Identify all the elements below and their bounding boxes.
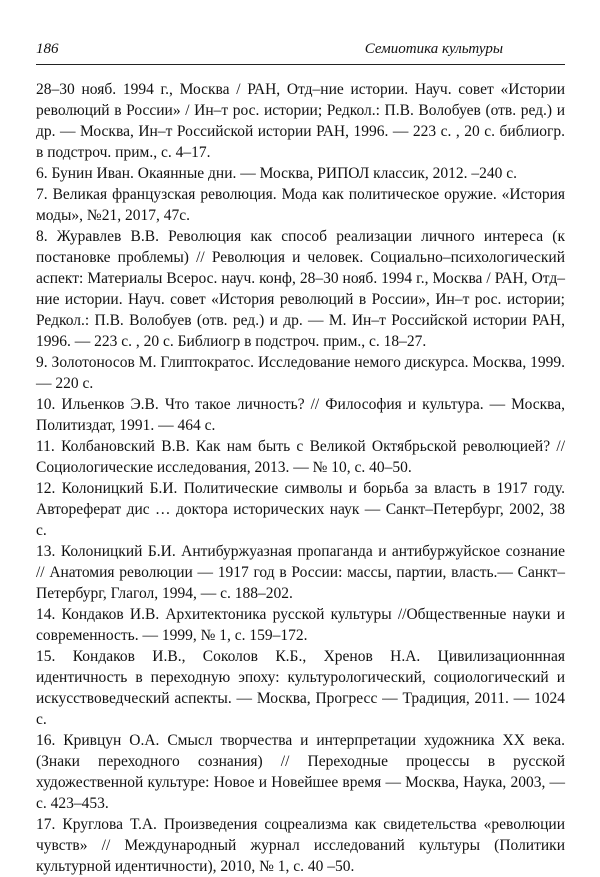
bibliography-entry-9: 9. Золотоносов М. Глиптократос. Исследование немого дискурса. Москва, 1999. — 220 с. bbox=[36, 354, 565, 392]
bibliography-entry-13: 13. Колоницкий Б.И. Антибуржуазная пропаганда и антибуржуйское сознание // Анатомия революции — 1917 год в России: массы, партии, власть.— Санкт–Петербург, Глагол, 1994, — с. 188–202. bbox=[36, 543, 565, 602]
bibliography-entry-8: 8. Журавлев В.В. Революция как способ реализации личного интереса (к постановке проблемы) // Революция и человек. Социально–психологический аспект: Материалы Всерос. науч. конф, 28–30 нояб. 1994 г., Москва / РАН, Отд–ние истории. Науч. совет «История революций в России», Ин–т рос. истории; Редкол.: П.В. Волобуев (отв. ред.) и др. — М. Ин–т Российской истории РАН, 1996. — 223 с. , 20 с. Библиогр в подстроч. прим., с. 18–27. bbox=[36, 228, 565, 350]
running-head bbox=[36, 40, 565, 65]
bibliography-entry-17: 17. Круглова Т.А. Произведения соцреализма как свидетельства «революции чувств» // Международный журнал исследований культуры (Политики культурной идентичности), 2010, № 1, с. 40 –50. bbox=[36, 816, 565, 875]
bibliography-entry-12: 12. Колоницкий Б.И. Политические символы и борьба за власть в 1917 году. Автореферат дис … доктора исторических наук — Санкт–Петербург, 2002, 38 с. bbox=[36, 480, 565, 539]
bibliography-list bbox=[36, 79, 565, 877]
running-title: Семиотика культуры bbox=[364, 41, 503, 57]
bibliography-entry-15: 15. Кондаков И.В., Соколов К.Б., Хренов Н.А. Цивилизационнная идентичность в переходную эпоху: культурологический, социологический и искусствоведческий аспекты. — Москва, Прогресс — Традиция, 2011. — 1024 с. bbox=[36, 648, 565, 728]
bibliography-entry-10: 10. Ильенков Э.В. Что такое личность? // Философия и культура. — Москва, Политиздат, 1991. — 464 с. bbox=[36, 396, 565, 434]
bibliography-entry-11: 11. Колбановский В.В. Как нам быть с Великой Октябрьской революцией? // Социологические исследования, 2013. — № 10, с. 40–50. bbox=[36, 438, 565, 476]
bibliography-entry-16: 16. Кривцун О.А. Смысл творчества и интерпретации художника XX века. (Знаки переходного сознания) // Переходные процессы в русской художественной культуре: Новое и Новейшее время — Москва, Наука, 2003, — с. 423–453. bbox=[36, 732, 565, 812]
bibliography-entry-6: 6. Бунин Иван. Окаянные дни. — Москва, РИПОЛ классик, 2012. –240 с. bbox=[36, 165, 517, 182]
bibliography-entry-14: 14. Кондаков И.В. Архитектоника русской культуры //Общественные науки и современность. — 1999, № 1, с. 159–172. bbox=[36, 606, 565, 644]
bibliography-entry-7: 7. Великая французская революция. Мода как политическое оружие. «История моды», №21, 2017, 47с. bbox=[36, 186, 565, 224]
bibliography-entry-continuation: 28–30 нояб. 1994 г., Москва / РАН, Отд–ние истории. Науч. совет «Истории революций в России» / Ин–т рос. истории; Редкол.: П.В. Волобуев (отв. ред.) и др. — Москва, Ин–т Российской истории РАН, 1996. — 223 с. , 20 с. библиогр. в подстроч. прим., с. 4–17. bbox=[36, 81, 565, 161]
page-number: 186 bbox=[36, 41, 59, 57]
